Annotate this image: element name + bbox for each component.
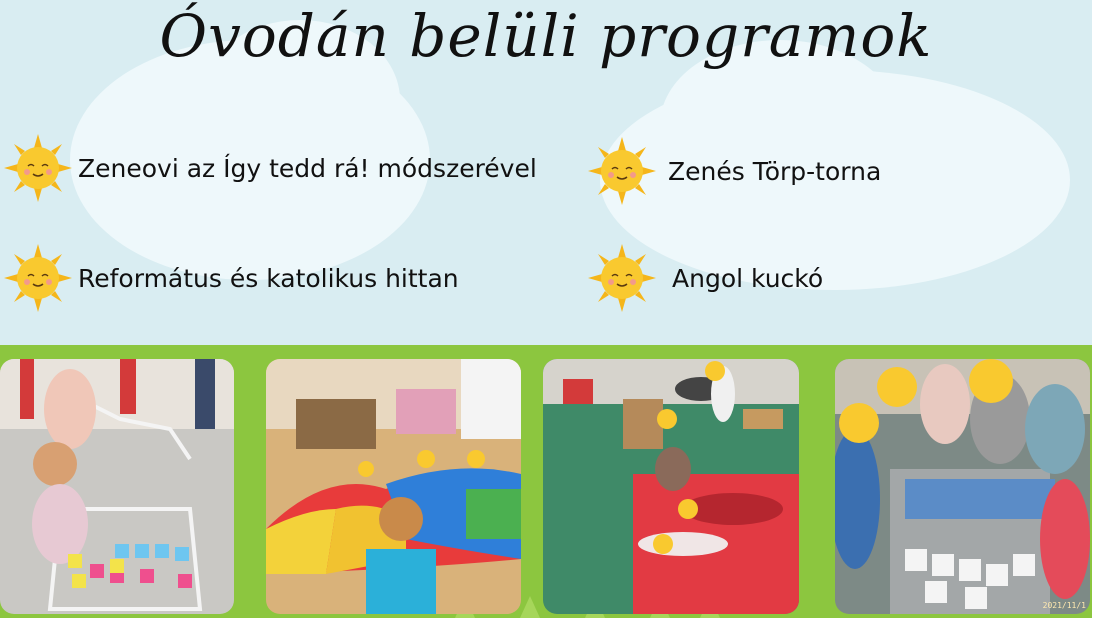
sun-icon xyxy=(4,244,72,312)
photo-date-stamp: 2021/11/1 xyxy=(1042,601,1086,610)
sun-icon xyxy=(588,244,656,312)
sun-icon xyxy=(588,137,656,205)
program-item-torp-torna xyxy=(588,137,881,205)
program-item-angol-kucko xyxy=(588,244,823,312)
floor-learning-photo xyxy=(0,359,234,614)
program-item-hittan xyxy=(4,244,459,312)
program-label: Angol kuckó xyxy=(672,263,824,293)
sun-icon xyxy=(4,134,72,202)
gym-exercise-photo xyxy=(543,359,799,614)
program-label: Református és katolikus hittan xyxy=(78,263,459,293)
board-game-photo xyxy=(835,359,1090,614)
parachute-game-photo xyxy=(266,359,521,614)
program-item-zeneovi xyxy=(4,134,537,202)
program-label: Zenés Törp-torna xyxy=(668,156,882,186)
page-title: Óvodán belüli programok xyxy=(159,2,933,70)
program-label: Zeneovi az Így tedd rá! módszerével xyxy=(78,153,537,183)
